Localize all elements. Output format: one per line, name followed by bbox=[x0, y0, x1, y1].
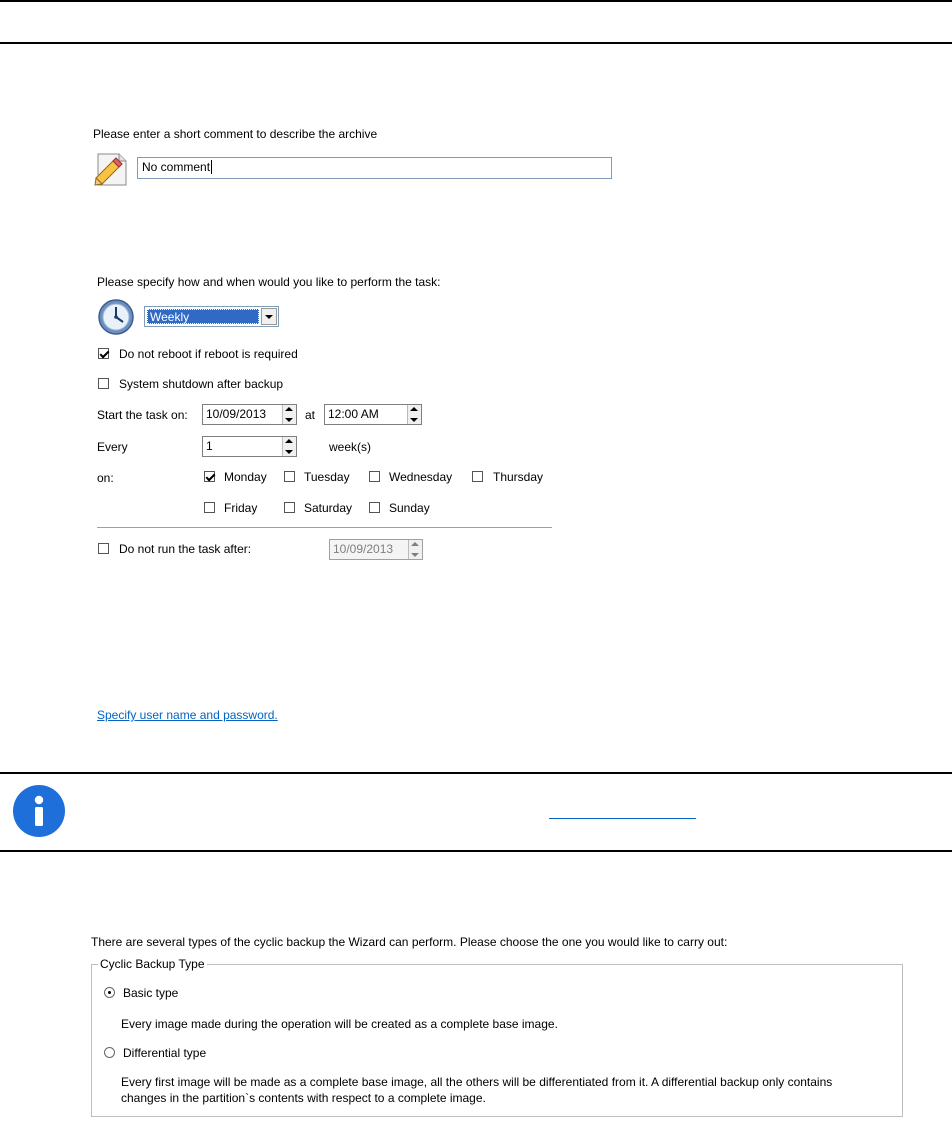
not-after-date-value: 10/09/2013 bbox=[333, 542, 394, 556]
pencil-note-icon bbox=[93, 150, 131, 188]
clock-icon bbox=[97, 298, 135, 336]
top-rule bbox=[0, 0, 952, 2]
start-time-spinner[interactable] bbox=[407, 405, 421, 424]
day-sunday-checkbox[interactable] bbox=[369, 502, 380, 513]
start-time-value: 12:00 AM bbox=[328, 407, 379, 421]
shutdown-label: System shutdown after backup bbox=[119, 377, 284, 391]
day-monday-checkbox[interactable] bbox=[204, 471, 215, 482]
frequency-dropdown[interactable] bbox=[144, 306, 279, 327]
every-label: Every bbox=[97, 440, 128, 454]
day-wednesday-checkbox[interactable] bbox=[369, 471, 380, 482]
chevron-down-icon[interactable] bbox=[261, 308, 277, 325]
day-tuesday-checkbox[interactable] bbox=[284, 471, 295, 482]
every-weeks-spinner[interactable] bbox=[282, 437, 296, 456]
schedule-divider bbox=[97, 527, 552, 529]
day-friday-checkbox[interactable] bbox=[204, 502, 215, 513]
not-after-checkbox[interactable] bbox=[98, 543, 109, 554]
day-saturday-checkbox[interactable] bbox=[284, 502, 295, 513]
day-tuesday-label: Tuesday bbox=[304, 470, 350, 484]
basic-type-description: Every image made during the operation will be created as a complete base image. bbox=[121, 1017, 558, 1031]
shutdown-checkbox[interactable] bbox=[98, 378, 109, 389]
comment-input-value: No comment bbox=[142, 160, 211, 174]
info-rule-bottom bbox=[0, 850, 952, 852]
basic-type-label: Basic type bbox=[123, 986, 179, 1000]
start-date-picker[interactable] bbox=[202, 404, 297, 425]
cyclic-group-title: Cyclic Backup Type bbox=[100, 957, 205, 971]
info-link[interactable] bbox=[549, 818, 696, 819]
start-label: Start the task on: bbox=[97, 408, 188, 422]
differential-type-radio[interactable] bbox=[104, 1047, 115, 1058]
day-monday-label: Monday bbox=[224, 470, 267, 484]
on-label: on: bbox=[97, 471, 114, 485]
differential-type-description-2: changes in the partition`s contents with respect to a complete image. bbox=[121, 1091, 486, 1105]
differential-type-description: Every first image will be made as a complete base image, all the others will be differentiated from it. A differential backup only contains bbox=[121, 1075, 833, 1089]
comment-input[interactable] bbox=[137, 157, 612, 179]
day-friday-label: Friday bbox=[224, 501, 258, 515]
cyclic-prompt: There are several types of the cyclic backup the Wizard can perform. Please choose the one you would like to carry out: bbox=[91, 935, 728, 949]
no-reboot-checkbox[interactable] bbox=[98, 348, 109, 359]
specify-credentials-link[interactable]: Specify user name and password. bbox=[97, 708, 278, 722]
frequency-selected-value: Weekly bbox=[150, 310, 190, 324]
start-time-picker[interactable] bbox=[324, 404, 422, 425]
every-weeks-value: 1 bbox=[206, 439, 213, 453]
day-sunday-label: Sunday bbox=[389, 501, 430, 515]
differential-type-label: Differential type bbox=[123, 1046, 207, 1060]
basic-type-radio[interactable] bbox=[104, 987, 115, 998]
info-icon bbox=[11, 783, 67, 839]
no-reboot-label: Do not reboot if reboot is required bbox=[119, 347, 298, 361]
schedule-prompt: Please specify how and when would you like to perform the task: bbox=[97, 275, 441, 289]
every-weeks-stepper[interactable] bbox=[202, 436, 297, 457]
info-rule-top bbox=[0, 772, 952, 774]
weeks-label: week(s) bbox=[329, 440, 372, 454]
comment-prompt: Please enter a short comment to describe the archive bbox=[93, 127, 378, 141]
day-wednesday-label: Wednesday bbox=[389, 470, 453, 484]
start-date-value: 10/09/2013 bbox=[206, 407, 267, 421]
at-label: at bbox=[305, 408, 316, 422]
not-after-date-picker[interactable] bbox=[329, 539, 423, 560]
not-after-label: Do not run the task after: bbox=[119, 542, 252, 556]
not-after-date-spinner[interactable] bbox=[408, 540, 422, 559]
day-saturday-label: Saturday bbox=[304, 501, 353, 515]
day-thursday-checkbox[interactable] bbox=[472, 471, 483, 482]
section-rule-1 bbox=[0, 42, 952, 44]
day-thursday-label: Thursday bbox=[493, 470, 544, 484]
start-date-spinner[interactable] bbox=[282, 405, 296, 424]
